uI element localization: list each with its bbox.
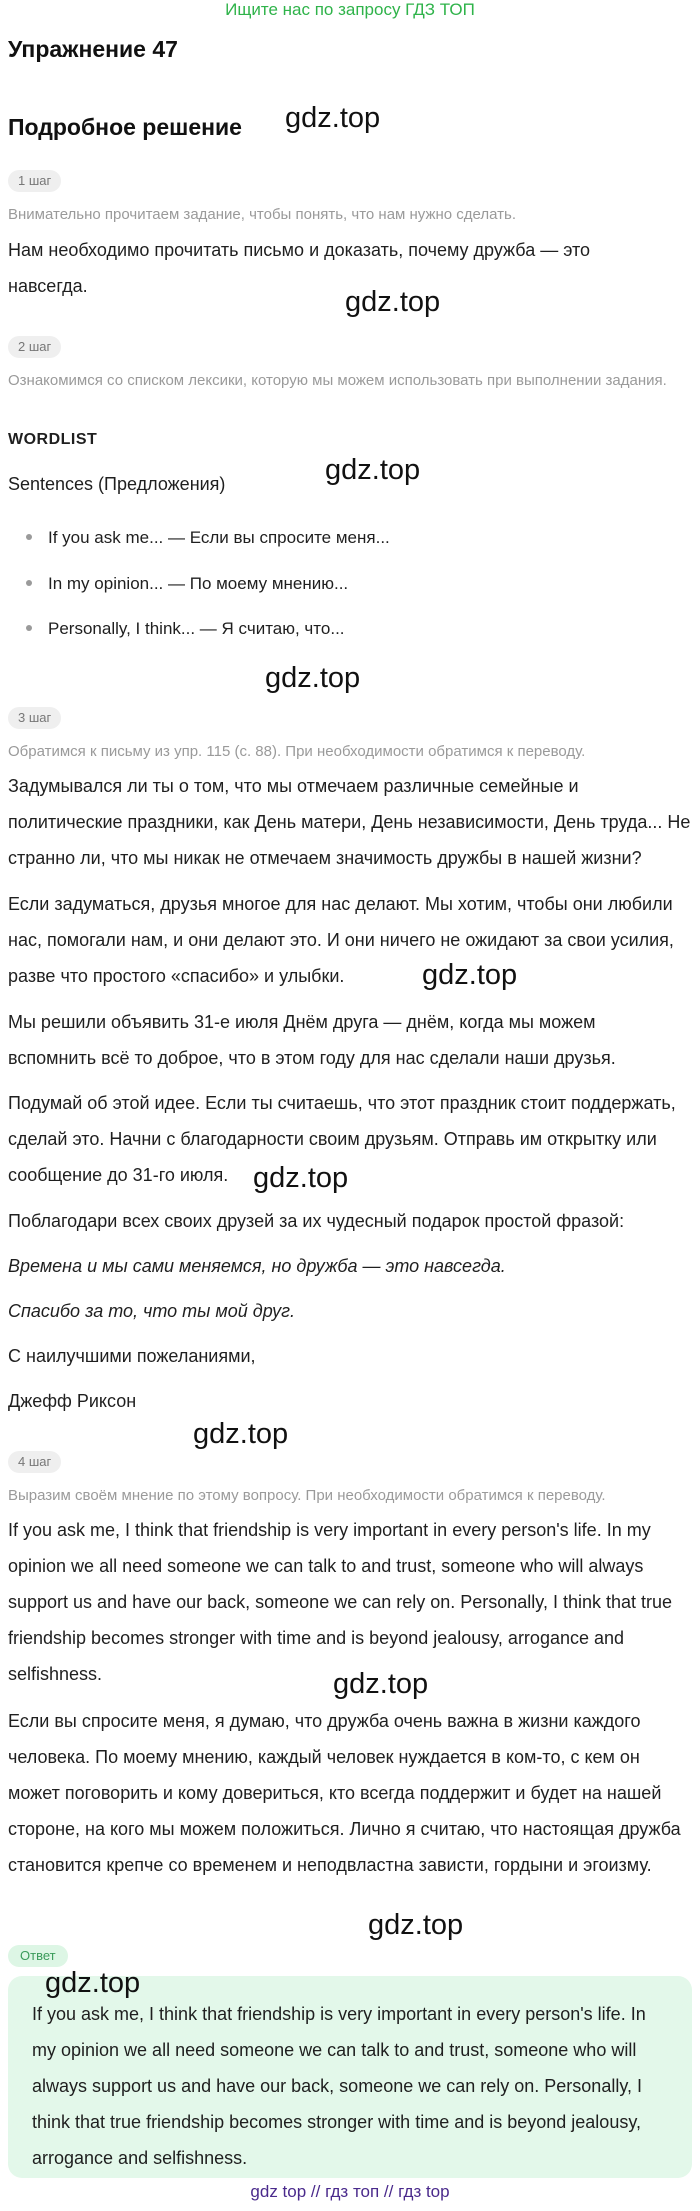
watermark: gdz.top xyxy=(45,1967,141,1999)
step4-russian-text: Если вы спросите меня, я думаю, что дружба очень важна в жизни каждого человека. По моему мнению, каждый человек нуждается в ком-то, с кем он может поговорить и кому довериться, кто всегда поддержит и будет на нашей стороне, на кого мы можем положиться. Лично я считаю, что настоящая дружба становится крепче со временем и неподвластна зависти, гордыни и эгоизму. xyxy=(8,1711,681,1875)
step-hint: Обратимся к письму из упр. 115 (с. 88). При необходимости обратимся к переводу. xyxy=(8,743,586,760)
letter-paragraph: Задумывался ли ты о том, что мы отмечаем различные семейные и политические праздники, как День матери, День независимости, День труда... Не странно ли, что мы никак не отмечаем значимость дружбы в нашей жизни? xyxy=(8,776,691,868)
list-item-text: In my opinion... — По моему мнению... xyxy=(48,574,349,593)
list-item-text: If you ask me... — Если вы спросите меня... xyxy=(48,528,390,547)
watermark: gdz.top xyxy=(345,286,441,318)
watermark: gdz.top xyxy=(285,102,381,134)
watermark: gdz.top xyxy=(422,959,518,991)
list-item xyxy=(26,572,348,596)
sentences-label: Sentences (Предложения) xyxy=(8,474,226,494)
step-hint: Выразим своём мнение по этому вопросу. При необходимости обратимся к переводу. xyxy=(8,1487,606,1504)
letter-paragraph: Поблагодари всех своих друзей за их чудесный подарок простой фразой: xyxy=(8,1211,625,1231)
bullet-icon xyxy=(26,625,32,631)
watermark: gdz.top xyxy=(265,662,361,694)
step1-text: Нам необходимо прочитать письмо и доказать, почему дружба — это навсегда. xyxy=(8,240,591,296)
step-badge: 1 шаг xyxy=(8,170,61,192)
step-badge: 3 шаг xyxy=(8,707,61,729)
letter-paragraph: Если задуматься, друзья многое для нас делают. Мы хотим, чтобы они любили нас, помогали нам, и они делают это. И они ничего не ожидают за свои усилия, разве что простого «спасибо» и улыбки. xyxy=(8,894,674,986)
step-hint: Внимательно прочитаем задание, чтобы понять, что нам нужно сделать. xyxy=(8,206,517,223)
list-item-text: Personally, I think... — Я считаю, что... xyxy=(48,619,345,638)
step4-english-text: If you ask me, I think that friendship is very important in every person's life. In my opinion we all need someone we can talk to and trust, someone who will always support us and have our back, someone we can rely on. Personally, I think that true friendship becomes stronger with time and is beyond jealousy, arrogance and selfishness. xyxy=(8,1520,673,1684)
answer-text: If you ask me, I think that friendship is very important in every person's life. In my opinion we all need someone we can talk to and trust, someone who will always support us and have our back, someone we can rely on. Personally, I think that true friendship becomes stronger with time and is beyond jealousy, arrogance and selfishness. xyxy=(32,2004,646,2168)
search-banner[interactable]: Ищите нас по запросу ГДЗ ТОП xyxy=(225,0,475,19)
letter-closing: С наилучшими пожеланиями, xyxy=(8,1346,256,1366)
step-badge: 4 шаг xyxy=(8,1451,61,1473)
footer-links[interactable]: gdz top // гдз топ // гдз top xyxy=(250,2182,450,2201)
step-hint: Ознакомимся со списком лексики, которую мы можем использовать при выполнении задания. xyxy=(8,372,667,389)
watermark: gdz.top xyxy=(333,1668,429,1700)
bullet-icon xyxy=(26,534,32,540)
exercise-title: Упражнение 47 xyxy=(8,36,178,62)
letter-paragraph: Подумай об этой идее. Если ты считаешь, что этот праздник стоит поддержать, сделай это. Начни с благодарности своим друзьям. Отправь им открытку или сообщение до 31-го июля. xyxy=(8,1093,676,1185)
watermark: gdz.top xyxy=(193,1418,289,1450)
watermark: gdz.top xyxy=(368,1909,464,1941)
answer-badge: Ответ xyxy=(8,1945,68,1967)
watermark: gdz.top xyxy=(325,454,421,486)
answer-box xyxy=(8,1976,692,2178)
watermark: gdz.top xyxy=(253,1162,349,1194)
wordlist-title: WORDLIST xyxy=(8,431,98,448)
list-item xyxy=(26,526,390,550)
list-item xyxy=(26,617,345,641)
solution-title: Подробное решение xyxy=(8,114,242,140)
letter-quote: Спасибо за то, что ты мой друг. xyxy=(8,1301,296,1321)
letter-signature: Джефф Риксон xyxy=(8,1391,137,1411)
bullet-icon xyxy=(26,580,32,586)
letter-paragraph: Мы решили объявить 31-е июля Днём друга — днём, когда мы можем вспомнить всё то доброе, что в этом году для нас сделали наши друзья. xyxy=(8,1012,616,1068)
step-badge: 2 шаг xyxy=(8,336,61,358)
letter-quote: Времена и мы сами меняемся, но дружба — это навсегда. xyxy=(8,1256,506,1276)
